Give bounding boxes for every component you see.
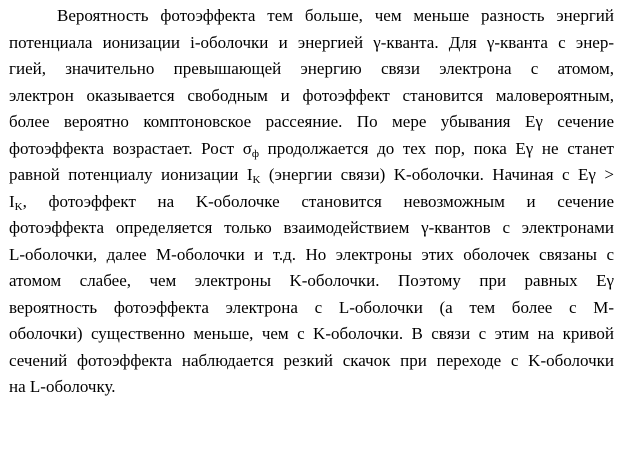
text-run: (энергии связи) K-оболочки. Начиная с Eγ > [260, 165, 614, 184]
text-line [9, 109, 614, 136]
text-run: электрон оказывается свободным и фотоэффект становится маловероятным, [9, 85, 614, 105]
text-line [9, 56, 614, 83]
subscript-text: ф [251, 147, 260, 160]
text-run: атомом слабее, чем электроны K-оболочки. Поэтому при равных Eγ [9, 271, 614, 290]
text-line [9, 242, 614, 269]
text-line [9, 321, 614, 348]
text-run: более вероятно комптоновское рассеяние. По мере убывания Eγ сечение [9, 112, 614, 131]
subscript-text: K [252, 174, 261, 186]
text-line [9, 30, 614, 57]
text-run: L-оболочки, далее M-оболочки и т.д. Но электроны этих оболочек связаны с [9, 244, 614, 264]
text-run: фотоэффекта возрастает. Рост σ [9, 138, 252, 158]
text-line [9, 348, 614, 375]
text-run: потенциала ионизации i-оболочки и энергией γ-кванта. Для γ-кванта с энер- [9, 32, 614, 52]
text-line [9, 83, 614, 110]
text-run: I [9, 191, 15, 211]
text-line [9, 189, 614, 216]
text-line [9, 215, 614, 242]
text-run: гией, значительно превышающей энергию связи электрона с атомом, [9, 59, 614, 78]
text-run: сечений фотоэффекта наблюдается резкий скачок при переходе с K-оболочки [9, 350, 614, 370]
text-run: , фотоэффект на K-оболочке становится невозможным и сечение [22, 191, 614, 211]
text-line [9, 136, 614, 163]
text-line [9, 3, 614, 30]
subscript-text: K [14, 200, 23, 213]
text-line [9, 295, 614, 322]
text-run: Вероятность фотоэффекта тем больше, чем меньше разность энергий [57, 6, 614, 25]
text-line [9, 268, 614, 295]
text-run: фотоэффекта определяется только взаимодействием γ-квантов с электронами [9, 218, 614, 237]
text-run: вероятность фотоэффекта электрона с L-оболочки (а тем более с M- [9, 297, 614, 317]
text-run: равной потенциалу ионизации I [9, 165, 253, 184]
text-run: оболочки) существенно меньше, чем с K-оболочки. В связи с этим на кривой [9, 324, 614, 343]
text-line [9, 374, 614, 401]
text-run: на L-оболочку. [9, 377, 116, 396]
text-line [9, 162, 614, 189]
text-run: продолжается до тех пор, пока Eγ не станет [259, 138, 614, 158]
body-paragraph [9, 3, 614, 401]
